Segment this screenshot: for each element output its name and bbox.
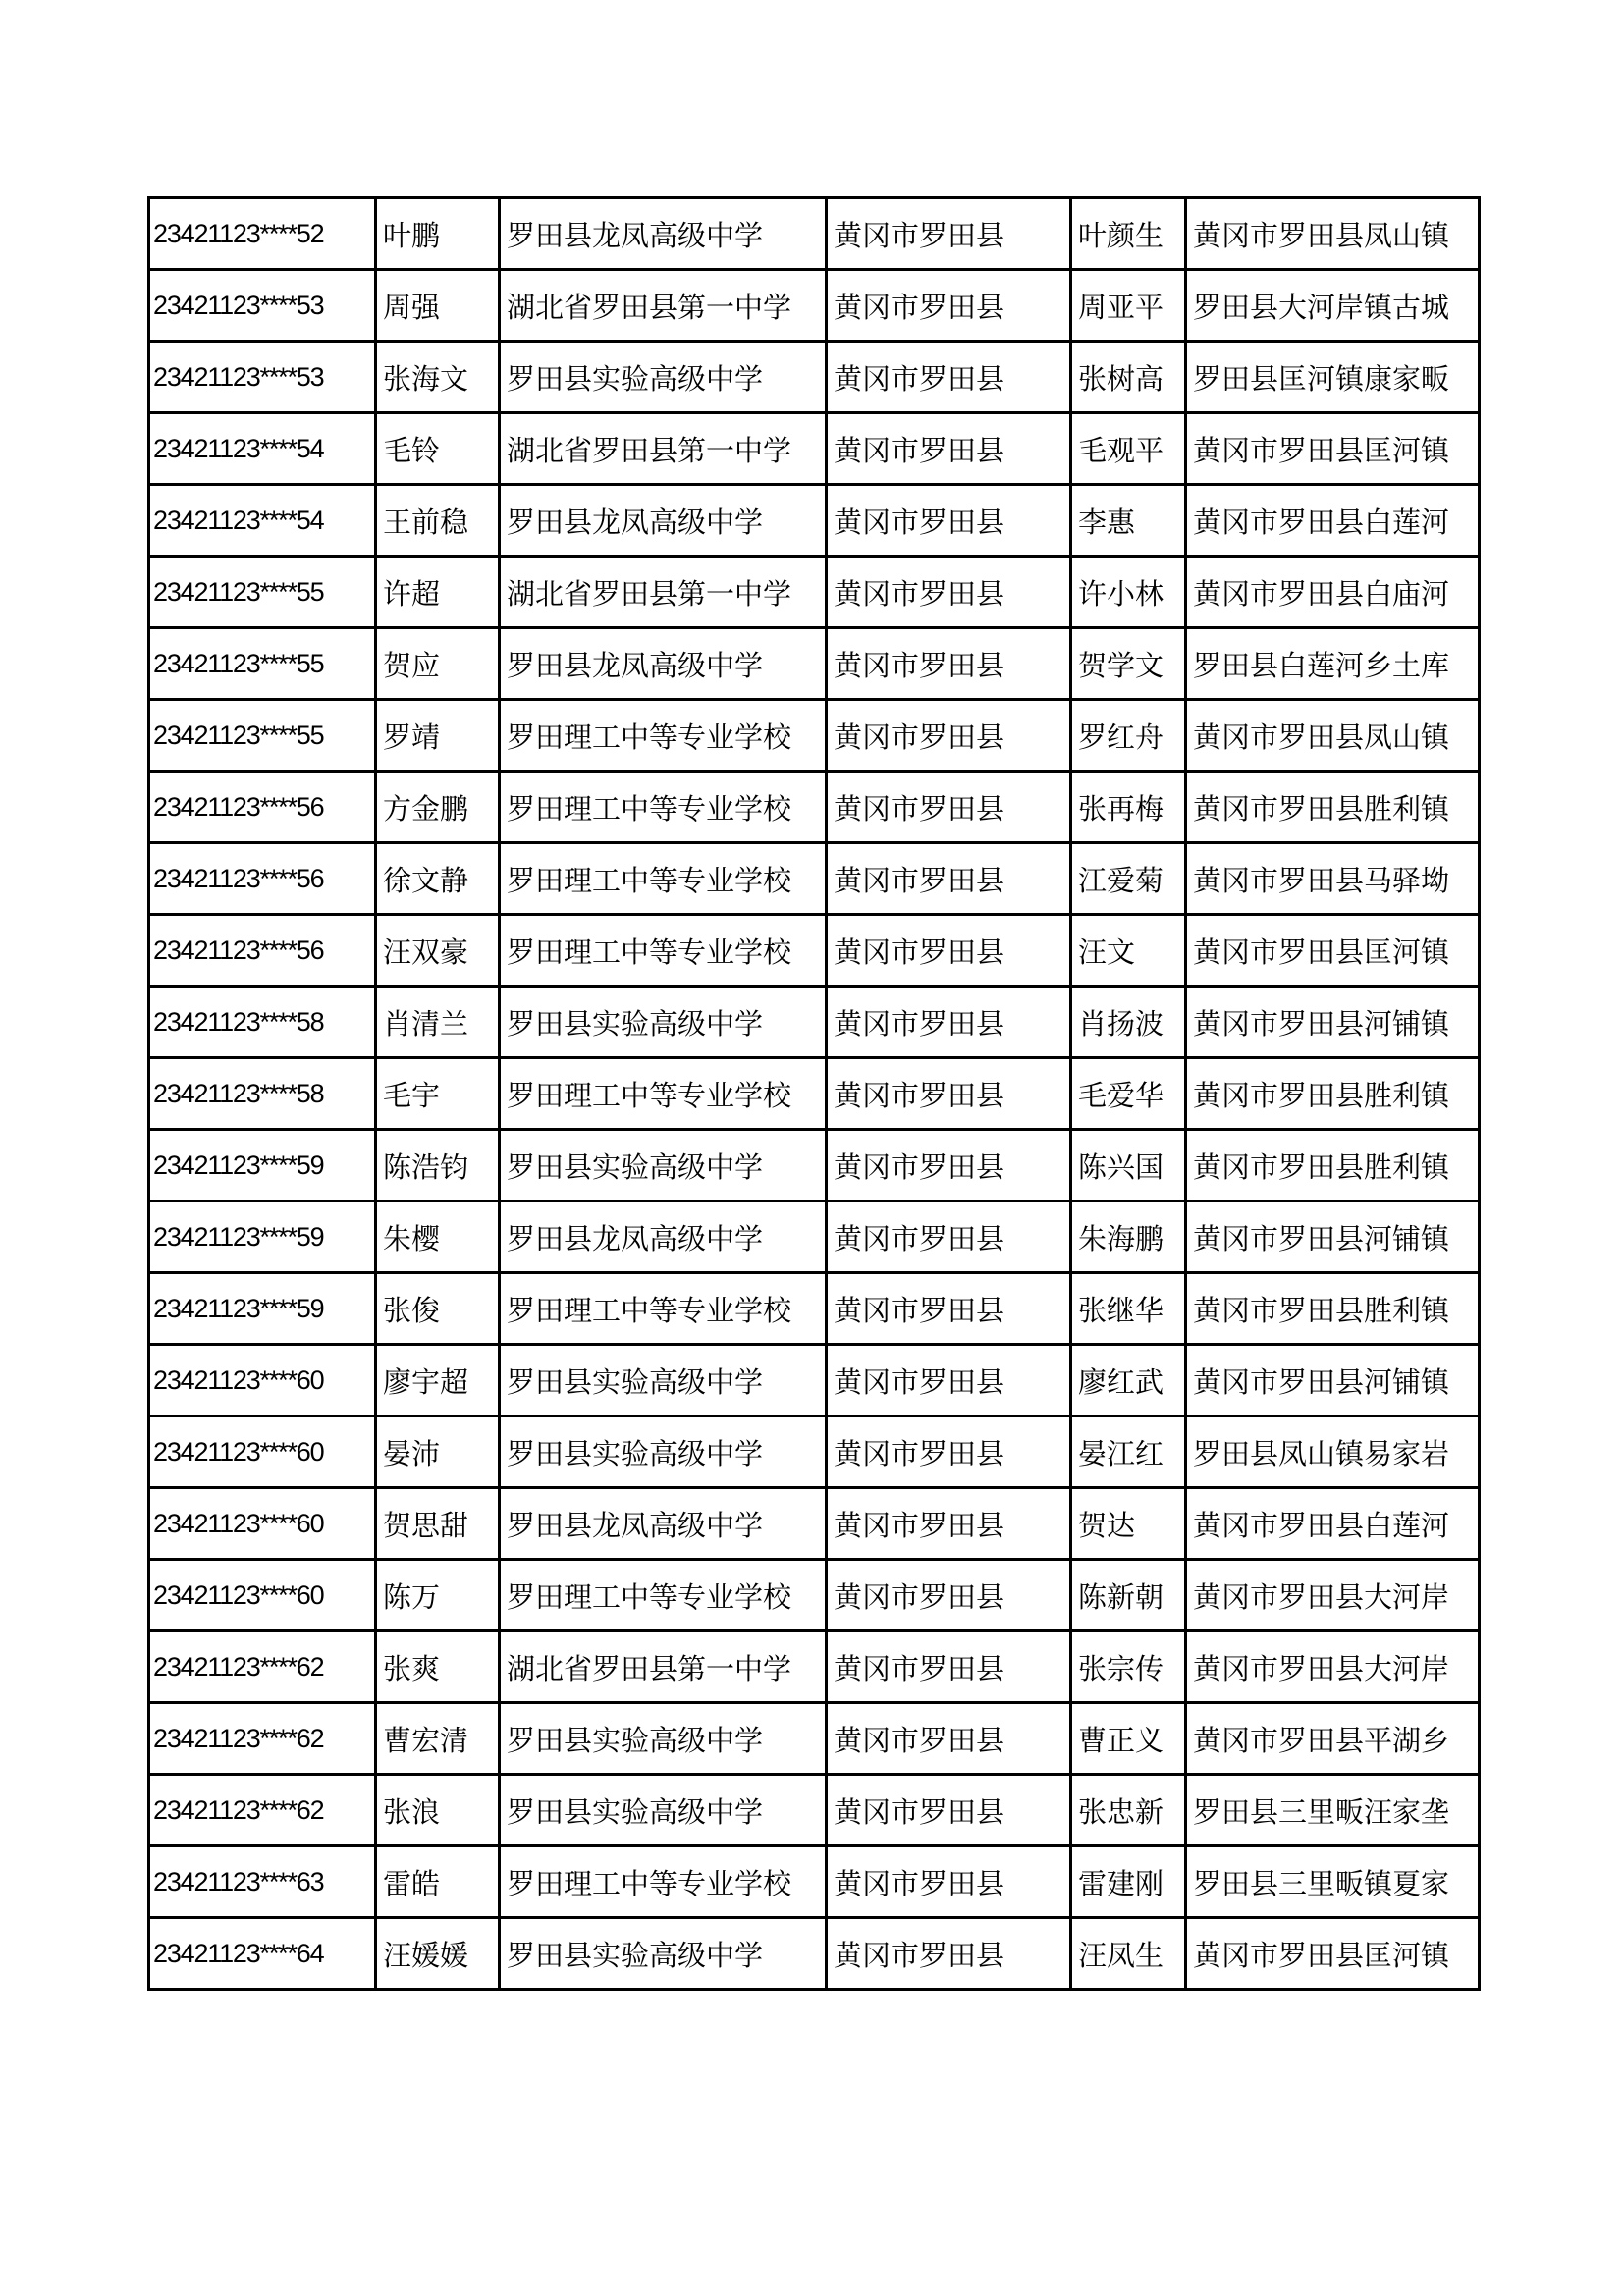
guardian-name-cell: 张宗传: [1071, 1631, 1186, 1703]
student-name-cell: 汪双豪: [376, 915, 500, 987]
table-row: [149, 1703, 1480, 1775]
student-name-cell: 陈浩钧: [376, 1130, 500, 1201]
region-cell: 黄冈市罗田县: [827, 1416, 1071, 1488]
exam-id-cell: 23421123****60: [149, 1416, 376, 1488]
region-cell: 黄冈市罗田县: [827, 1130, 1071, 1201]
address-cell: 罗田县白莲河乡土库: [1186, 628, 1480, 700]
table-row: [149, 1273, 1480, 1345]
student-name-cell: 叶鹏: [376, 198, 500, 270]
school-cell: 罗田县龙凤高级中学: [500, 628, 827, 700]
table-body: [149, 198, 1480, 1990]
school-cell: 罗田县龙凤高级中学: [500, 485, 827, 557]
exam-id-cell: 23421123****64: [149, 1918, 376, 1990]
table-row: [149, 1775, 1480, 1846]
student-name-cell: 曹宏清: [376, 1703, 500, 1775]
address-cell: 黄冈市罗田县胜利镇: [1186, 1058, 1480, 1130]
school-cell: 罗田理工中等专业学校: [500, 843, 827, 915]
region-cell: 黄冈市罗田县: [827, 700, 1071, 772]
table-row: [149, 1416, 1480, 1488]
school-cell: 湖北省罗田县第一中学: [500, 270, 827, 342]
exam-id-cell: 23421123****53: [149, 342, 376, 413]
student-name-cell: 方金鹏: [376, 772, 500, 843]
school-cell: 湖北省罗田县第一中学: [500, 413, 827, 485]
address-cell: 罗田县三里畈镇夏家: [1186, 1846, 1480, 1918]
table-row: [149, 772, 1480, 843]
address-cell: 黄冈市罗田县匡河镇: [1186, 1918, 1480, 1990]
region-cell: 黄冈市罗田县: [827, 557, 1071, 628]
address-cell: 罗田县三里畈汪家垄: [1186, 1775, 1480, 1846]
exam-id-cell: 23421123****60: [149, 1560, 376, 1631]
school-cell: 罗田县实验高级中学: [500, 1775, 827, 1846]
guardian-name-cell: 张忠新: [1071, 1775, 1186, 1846]
exam-id-cell: 23421123****54: [149, 413, 376, 485]
table-row: [149, 1846, 1480, 1918]
table-row: [149, 987, 1480, 1058]
table-row: [149, 1345, 1480, 1416]
school-cell: 罗田理工中等专业学校: [500, 915, 827, 987]
address-cell: 罗田县匡河镇康家畈: [1186, 342, 1480, 413]
school-cell: 罗田县实验高级中学: [500, 342, 827, 413]
region-cell: 黄冈市罗田县: [827, 1488, 1071, 1560]
address-cell: 黄冈市罗田县胜利镇: [1186, 1273, 1480, 1345]
guardian-name-cell: 汪文: [1071, 915, 1186, 987]
exam-id-cell: 23421123****52: [149, 198, 376, 270]
region-cell: 黄冈市罗田县: [827, 628, 1071, 700]
exam-id-cell: 23421123****55: [149, 700, 376, 772]
table-row: [149, 198, 1480, 270]
address-cell: 黄冈市罗田县平湖乡: [1186, 1703, 1480, 1775]
address-cell: 黄冈市罗田县匡河镇: [1186, 915, 1480, 987]
table-row: [149, 700, 1480, 772]
region-cell: 黄冈市罗田县: [827, 270, 1071, 342]
exam-id-cell: 23421123****62: [149, 1631, 376, 1703]
student-name-cell: 陈万: [376, 1560, 500, 1631]
region-cell: 黄冈市罗田县: [827, 1058, 1071, 1130]
guardian-name-cell: 廖红武: [1071, 1345, 1186, 1416]
region-cell: 黄冈市罗田县: [827, 1775, 1071, 1846]
guardian-name-cell: 毛爱华: [1071, 1058, 1186, 1130]
table-row: [149, 270, 1480, 342]
school-cell: 湖北省罗田县第一中学: [500, 557, 827, 628]
student-name-cell: 王前稳: [376, 485, 500, 557]
address-cell: 黄冈市罗田县匡河镇: [1186, 413, 1480, 485]
school-cell: 罗田县实验高级中学: [500, 1345, 827, 1416]
region-cell: 黄冈市罗田县: [827, 198, 1071, 270]
exam-id-cell: 23421123****54: [149, 485, 376, 557]
exam-id-cell: 23421123****62: [149, 1703, 376, 1775]
exam-id-cell: 23421123****59: [149, 1201, 376, 1273]
table-row: [149, 557, 1480, 628]
exam-id-cell: 23421123****62: [149, 1775, 376, 1846]
table-row: [149, 413, 1480, 485]
address-cell: 罗田县大河岸镇古城: [1186, 270, 1480, 342]
region-cell: 黄冈市罗田县: [827, 1201, 1071, 1273]
student-name-cell: 徐文静: [376, 843, 500, 915]
exam-id-cell: 23421123****58: [149, 987, 376, 1058]
exam-id-cell: 23421123****56: [149, 772, 376, 843]
exam-id-cell: 23421123****58: [149, 1058, 376, 1130]
table-row: [149, 1918, 1480, 1990]
region-cell: 黄冈市罗田县: [827, 342, 1071, 413]
region-cell: 黄冈市罗田县: [827, 1918, 1071, 1990]
school-cell: 罗田县龙凤高级中学: [500, 1488, 827, 1560]
guardian-name-cell: 陈新朝: [1071, 1560, 1186, 1631]
address-cell: 黄冈市罗田县白庙河: [1186, 557, 1480, 628]
guardian-name-cell: 汪凤生: [1071, 1918, 1186, 1990]
school-cell: 罗田县实验高级中学: [500, 987, 827, 1058]
region-cell: 黄冈市罗田县: [827, 987, 1071, 1058]
exam-id-cell: 23421123****60: [149, 1488, 376, 1560]
guardian-name-cell: 雷建刚: [1071, 1846, 1186, 1918]
guardian-name-cell: 罗红舟: [1071, 700, 1186, 772]
student-name-cell: 张浪: [376, 1775, 500, 1846]
guardian-name-cell: 曹正义: [1071, 1703, 1186, 1775]
address-cell: 黄冈市罗田县河铺镇: [1186, 1201, 1480, 1273]
guardian-name-cell: 许小林: [1071, 557, 1186, 628]
table-row: [149, 342, 1480, 413]
student-name-cell: 周强: [376, 270, 500, 342]
exam-id-cell: 23421123****55: [149, 628, 376, 700]
student-name-cell: 晏沛: [376, 1416, 500, 1488]
table-row: [149, 1560, 1480, 1631]
region-cell: 黄冈市罗田县: [827, 1273, 1071, 1345]
table-row: [149, 1130, 1480, 1201]
table-row: [149, 1488, 1480, 1560]
guardian-name-cell: 张继华: [1071, 1273, 1186, 1345]
address-cell: 黄冈市罗田县大河岸: [1186, 1631, 1480, 1703]
address-cell: 黄冈市罗田县凤山镇: [1186, 700, 1480, 772]
student-name-cell: 雷皓: [376, 1846, 500, 1918]
exam-id-cell: 23421123****59: [149, 1130, 376, 1201]
region-cell: 黄冈市罗田县: [827, 1345, 1071, 1416]
region-cell: 黄冈市罗田县: [827, 1703, 1071, 1775]
exam-id-cell: 23421123****60: [149, 1345, 376, 1416]
school-cell: 罗田县龙凤高级中学: [500, 198, 827, 270]
school-cell: 罗田理工中等专业学校: [500, 700, 827, 772]
school-cell: 罗田县实验高级中学: [500, 1703, 827, 1775]
guardian-name-cell: 毛观平: [1071, 413, 1186, 485]
exam-id-cell: 23421123****59: [149, 1273, 376, 1345]
region-cell: 黄冈市罗田县: [827, 1631, 1071, 1703]
table-row: [149, 1631, 1480, 1703]
exam-id-cell: 23421123****53: [149, 270, 376, 342]
address-cell: 罗田县凤山镇易家岩: [1186, 1416, 1480, 1488]
table-row: [149, 1201, 1480, 1273]
address-cell: 黄冈市罗田县河铺镇: [1186, 1345, 1480, 1416]
student-name-cell: 肖清兰: [376, 987, 500, 1058]
region-cell: 黄冈市罗田县: [827, 843, 1071, 915]
address-cell: 黄冈市罗田县马驿坳: [1186, 843, 1480, 915]
guardian-name-cell: 张树高: [1071, 342, 1186, 413]
guardian-name-cell: 张再梅: [1071, 772, 1186, 843]
guardian-name-cell: 晏江红: [1071, 1416, 1186, 1488]
guardian-name-cell: 肖扬波: [1071, 987, 1186, 1058]
student-name-cell: 张爽: [376, 1631, 500, 1703]
guardian-name-cell: 贺学文: [1071, 628, 1186, 700]
school-cell: 罗田理工中等专业学校: [500, 1058, 827, 1130]
school-cell: 罗田县龙凤高级中学: [500, 1201, 827, 1273]
region-cell: 黄冈市罗田县: [827, 1846, 1071, 1918]
table-row: [149, 485, 1480, 557]
exam-id-cell: 23421123****55: [149, 557, 376, 628]
student-name-cell: 毛铃: [376, 413, 500, 485]
guardian-name-cell: 朱海鹏: [1071, 1201, 1186, 1273]
school-cell: 罗田理工中等专业学校: [500, 1846, 827, 1918]
student-name-cell: 贺应: [376, 628, 500, 700]
region-cell: 黄冈市罗田县: [827, 772, 1071, 843]
region-cell: 黄冈市罗田县: [827, 485, 1071, 557]
table-row: [149, 915, 1480, 987]
school-cell: 罗田县实验高级中学: [500, 1130, 827, 1201]
table-row: [149, 628, 1480, 700]
address-cell: 黄冈市罗田县凤山镇: [1186, 198, 1480, 270]
student-name-cell: 张海文: [376, 342, 500, 413]
student-name-cell: 毛宇: [376, 1058, 500, 1130]
address-cell: 黄冈市罗田县白莲河: [1186, 1488, 1480, 1560]
address-cell: 黄冈市罗田县河铺镇: [1186, 987, 1480, 1058]
address-cell: 黄冈市罗田县胜利镇: [1186, 1130, 1480, 1201]
student-name-cell: 贺思甜: [376, 1488, 500, 1560]
guardian-name-cell: 陈兴国: [1071, 1130, 1186, 1201]
student-name-cell: 罗靖: [376, 700, 500, 772]
guardian-name-cell: 周亚平: [1071, 270, 1186, 342]
table-row: [149, 843, 1480, 915]
student-name-cell: 廖宇超: [376, 1345, 500, 1416]
region-cell: 黄冈市罗田县: [827, 413, 1071, 485]
student-name-cell: 朱樱: [376, 1201, 500, 1273]
exam-id-cell: 23421123****63: [149, 1846, 376, 1918]
guardian-name-cell: 江爱菊: [1071, 843, 1186, 915]
student-name-cell: 张俊: [376, 1273, 500, 1345]
exam-id-cell: 23421123****56: [149, 843, 376, 915]
school-cell: 罗田县实验高级中学: [500, 1918, 827, 1990]
region-cell: 黄冈市罗田县: [827, 1560, 1071, 1631]
guardian-name-cell: 叶颜生: [1071, 198, 1186, 270]
school-cell: 罗田县实验高级中学: [500, 1416, 827, 1488]
table-row: [149, 1058, 1480, 1130]
student-name-cell: 汪媛媛: [376, 1918, 500, 1990]
school-cell: 湖北省罗田县第一中学: [500, 1631, 827, 1703]
guardian-name-cell: 贺达: [1071, 1488, 1186, 1560]
address-cell: 黄冈市罗田县白莲河: [1186, 485, 1480, 557]
exam-id-cell: 23421123****56: [149, 915, 376, 987]
region-cell: 黄冈市罗田县: [827, 915, 1071, 987]
school-cell: 罗田理工中等专业学校: [500, 772, 827, 843]
address-cell: 黄冈市罗田县大河岸: [1186, 1560, 1480, 1631]
address-cell: 黄冈市罗田县胜利镇: [1186, 772, 1480, 843]
student-name-cell: 许超: [376, 557, 500, 628]
school-cell: 罗田理工中等专业学校: [500, 1560, 827, 1631]
guardian-name-cell: 李惠: [1071, 485, 1186, 557]
student-list-table: [147, 196, 1481, 1991]
school-cell: 罗田理工中等专业学校: [500, 1273, 827, 1345]
